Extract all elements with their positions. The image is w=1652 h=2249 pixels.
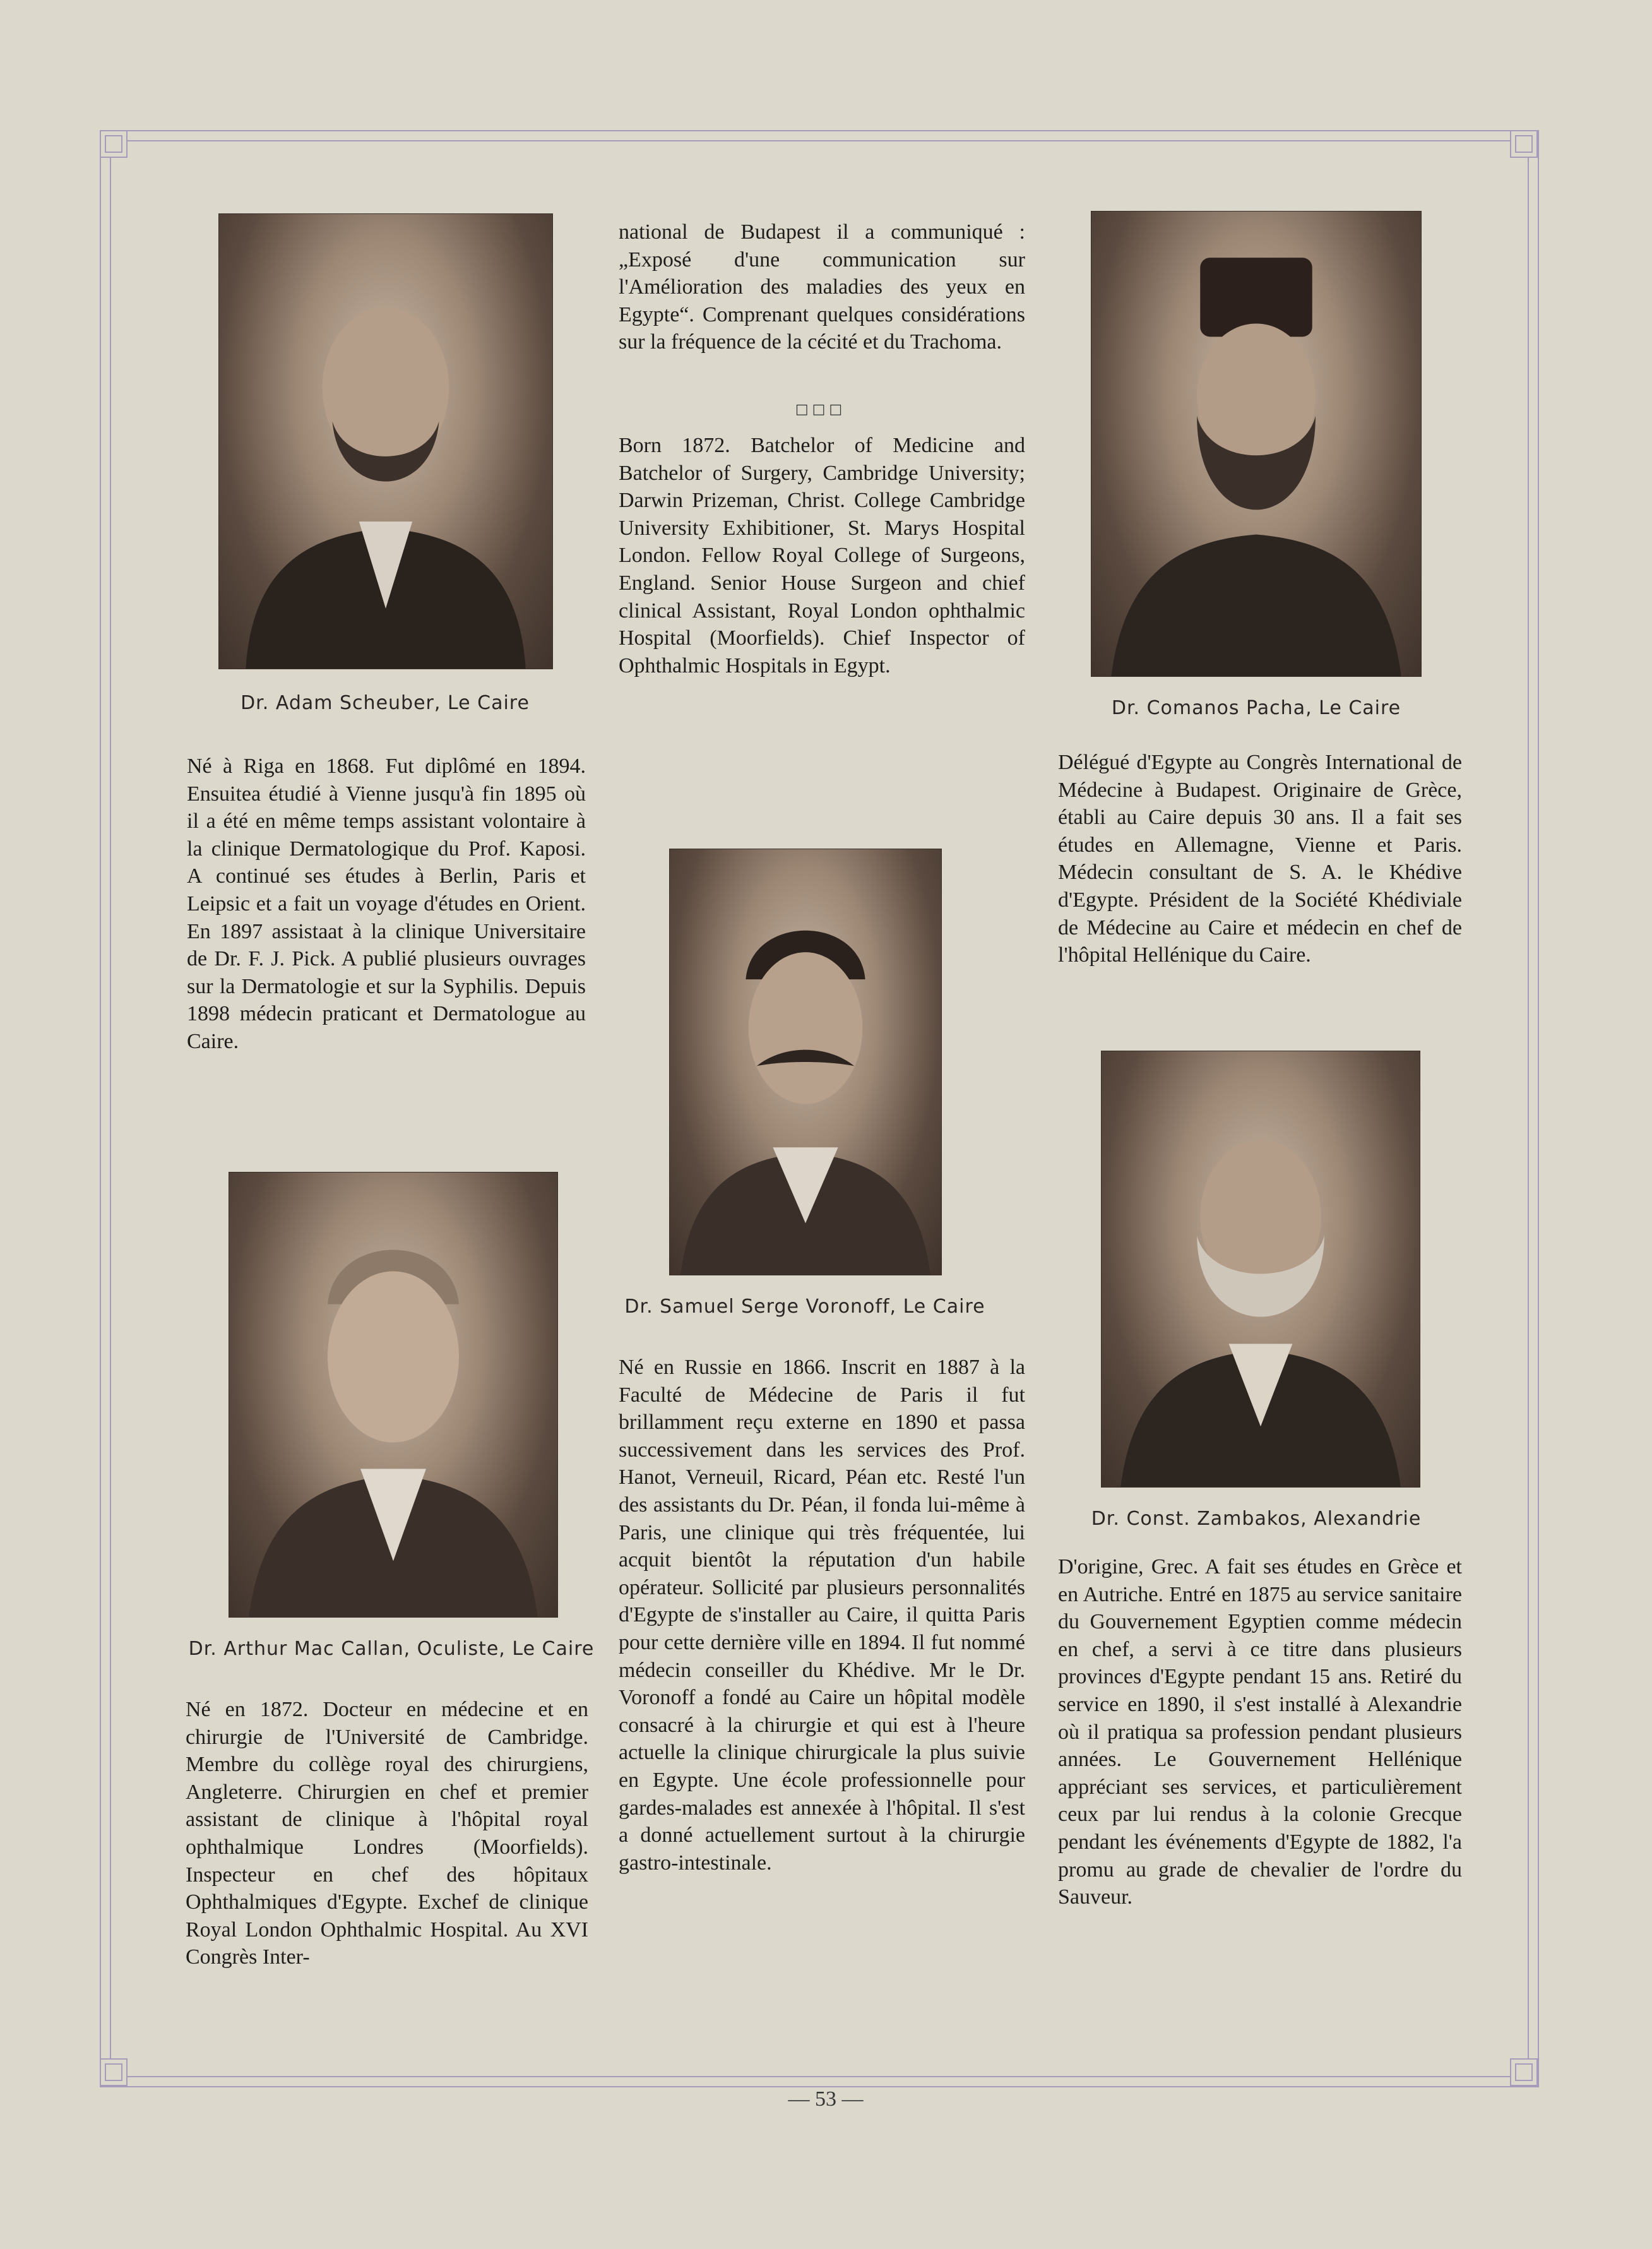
portrait-caption-scheuber: Dr. Adam Scheuber, Le Caire [241, 692, 530, 714]
portrait-photo-voronoff [669, 849, 942, 1275]
portrait-caption-comanos: Dr. Comanos Pacha, Le Caire [1111, 697, 1401, 719]
portrait-photo-zambakos [1101, 1051, 1420, 1488]
portrait-caption-maccallan: Dr. Arthur Mac Callan, Oculiste, Le Caire [188, 1638, 595, 1660]
biography-scheuber-fr: Né à Riga en 1868. Fut diplômé en 1894. Ensuitea étudié à Vienne jusqu'à fin 1895 où il a été en même temps assistant volontaire à la clinique Dermatologique du Prof. Kaposi. A continué ses études à Berlin, Paris et Leipsic et a fait un voyage d'études en Orient. En 1897 assistaat à la clinique Universitaire de Dr. F. J. Pick. A publié plusieurs ouvrages sur la Dermatologie et sur la Syphilis. Depuis 1898 médecin praticant et Dermatologue au Caire. [187, 755, 586, 1053]
page-number: — 53 — [788, 2087, 864, 2111]
portrait-caption-voronoff: Dr. Samuel Serge Voronoff, Le Caire [624, 1296, 985, 1318]
border-corner-top-right [1510, 130, 1538, 158]
section-separator: □□□ [795, 402, 847, 417]
portrait-photo-comanos [1091, 211, 1422, 677]
portrait-caption-zambakos: Dr. Const. Zambakos, Alexandrie [1091, 1508, 1422, 1530]
portrait-photo-maccallan [229, 1172, 558, 1618]
border-corner-bottom-right [1510, 2058, 1538, 2086]
border-corner-top-left [100, 130, 128, 158]
biography-maccallan-fr-continued: national de Budapest il a communiqué : „Exposé d'une communication sur l'Amélioration des maladies des yeux en Egypte“. Comprenant quelques considérations sur la fréquence de la cécité et du Trachoma. [619, 220, 1025, 354]
biography-voronoff-fr: Né en Russie en 1866. Inscrit en 1887 à la Faculté de Médecine de Paris il fut brillamment reçu externe en 1890 et passa successivement dans les services des Prof. Hanot, Verneuil, Ricard, Péan etc. Resté l'un des assistants du Dr. Péan, il fonda lui-même à Paris, une clinique qui très fréquentée, lui acquit bientôt la réputation d'un habile opérateur. Sollicité par plusieurs personnalités d'Egypte de s'installer au Caire, il quitta Paris pour cette dernière ville en 1894. Il fut nommé médecin conseiller du Khédive. Mr le Dr. Voronoff a fondé au Caire un hôpital modèle consacré à la chirurgie et qui est à l'heure actuelle la clinique chirurgicale la plus suivie en Egypte. Une école professionnelle pour gardes-malades est annexée à l'hôpital. Il s'est a donné actuellement surtout à la chirurgie gastro-intestinale. [619, 1356, 1025, 1875]
border-corner-bottom-left [100, 2058, 128, 2086]
portrait-photo-scheuber [218, 213, 553, 669]
biography-maccallan-en: Born 1872. Batchelor of Medicine and Batchelor of Surgery, Cambridge University; Darwin Prizeman, Christ. College Cambridge University Exhibitioner, St. Marys Hospital London. Fellow Royal College of Surgeons, England. Senior House Surgeon and chief clinical Assistant, Royal London ophthalmic Hospital (Moorfields). Chief Inspector of Ophthalmic Hospitals in Egypt. [619, 434, 1025, 677]
biography-maccallan-fr: Né en 1872. Docteur en médecine et en chirurgie de l'Université de Cambridge. Membre du collège royal des chirurgiens, Angleterre. Chirurgien en chef et premier assistant de clinique à l'hôpital royal ophthalmique Londres (Moorfields). Inspecteur en chef des hôpitaux Ophthalmiques d'Egypte. Exchef de clinique Royal London Ophthalmic Hospital. Au XVI Congrès Inter- [186, 1698, 588, 1969]
biography-comanos-fr: Délégué d'Egypte au Congrès International de Médecine à Budapest. Originaire de Grèce, établi au Caire depuis 30 ans. Il a fait ses études en Allemagne, Vienne et Paris. Médecin consultant de S. A. le Khédive d'Egypte. Président de la Société Khédiviale de Médecine au Caire et médecin en chef de l'hôpital Hellénique du Caire. [1058, 751, 1462, 967]
biography-zambakos-fr: D'origine, Grec. A fait ses études en Grèce et en Autriche. Entré en 1875 au service sanitaire du Gouvernement Egyptien comme médecin en chef, a servi à ce titre dans plusieurs provinces d'Egypte pendant 15 ans. Retiré du service en 1890, il s'est installé à Alexandrie où il pratiqua sa profession pendant plusieurs années. Le Gouvernement Hellénique appréciant ses services, et particulièrement ceux par lui rendus à la colonie Grecque pendant les événements d'Egypte de 1882, l'a promu au grade de chevalier de l'ordre du Sauveur. [1058, 1555, 1462, 1909]
